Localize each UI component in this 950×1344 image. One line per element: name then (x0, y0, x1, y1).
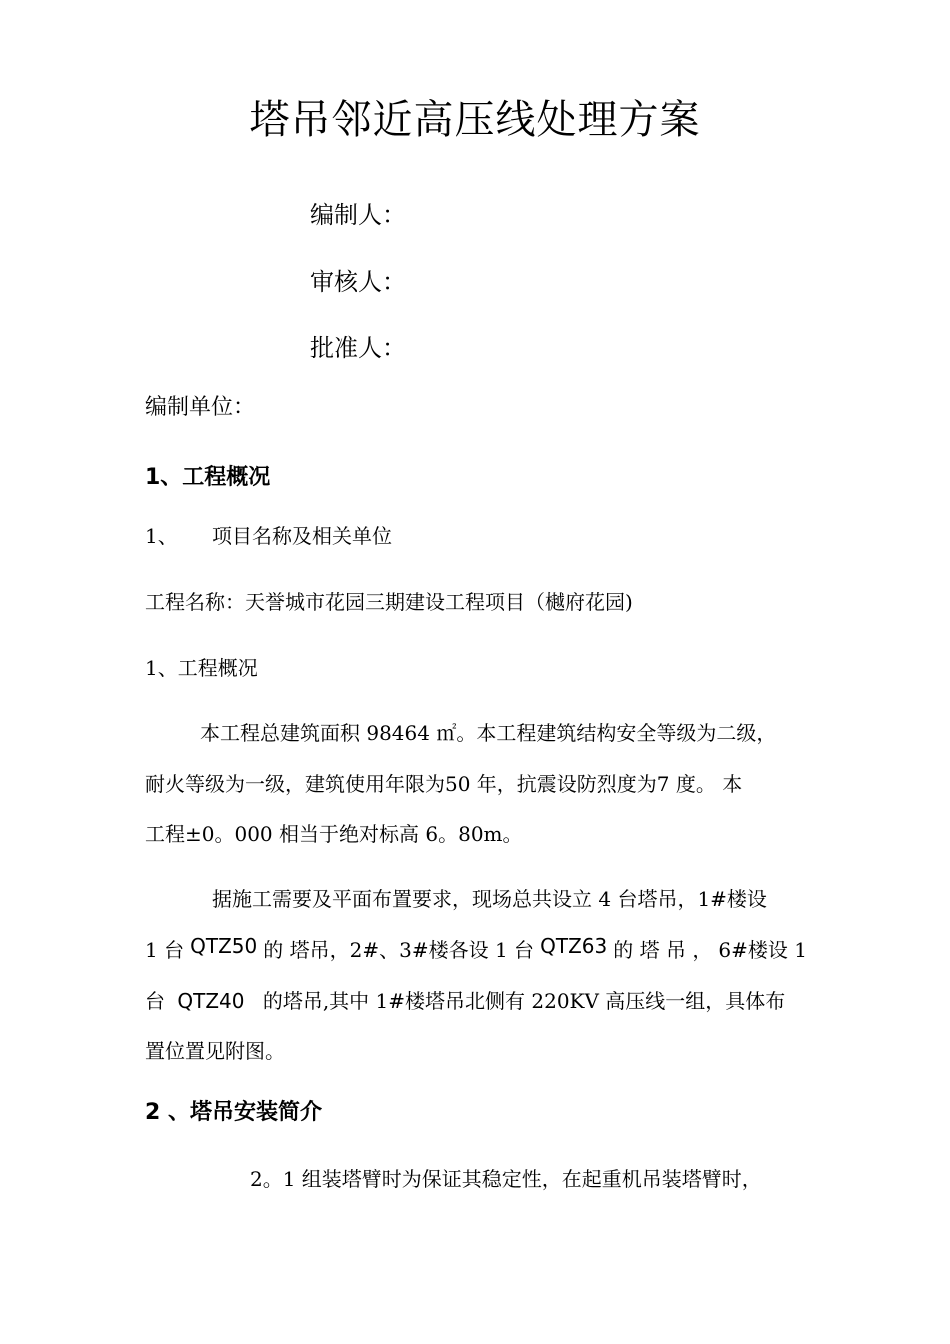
crane-model: QTZ63 (540, 934, 608, 958)
text-segment: 1 台 (145, 938, 185, 962)
text-segment: 6#楼设 1 (718, 938, 807, 962)
document-title: 塔吊邻近高压线处理方案 (249, 97, 701, 143)
paragraph-1-line-1: 本工程总建筑面积 98464 ㎡。本工程建筑结构安全等级为二级， (200, 721, 777, 745)
section-2-paragraph-line-1: 2。1 组装塔臂时为保证其稳定性，在起重机吊装塔臂时， (250, 1167, 762, 1191)
text-segment: 的塔吊,其中 1#楼塔吊北侧有 220KV 高压线一组，具体布 (262, 989, 786, 1013)
paragraph-2-line-3 (145, 985, 785, 1014)
compiling-unit-label: 编制单位： (145, 395, 256, 420)
paragraph-2-line-2 (145, 934, 807, 963)
paragraph-2-line-4: 置位置见附图。 (145, 1039, 285, 1063)
reviewer-label: 审核人： (310, 268, 406, 296)
section-2-heading: 2 、塔吊安装简介 (145, 1100, 322, 1125)
overview-label: 1、工程概况 (145, 656, 258, 680)
subsection-number: 1、 (145, 524, 178, 548)
paragraph-1-line-2: 耐火等级为一级，建筑使用年限为50 年，抗震设防烈度为7 度。 本 (145, 772, 743, 796)
crane-model: QTZ50 (190, 934, 258, 958)
text-segment: 台 (145, 989, 165, 1013)
crane-model: QTZ40 (177, 989, 245, 1013)
project-name: 工程名称：天誉城市花园三期建设工程项目（樾府花园) (145, 590, 633, 614)
section-1-heading: 1、工程概况 (145, 465, 271, 490)
subsection-title: 项目名称及相关单位 (212, 524, 392, 548)
approver-label: 批准人： (310, 334, 406, 362)
paragraph-2-line-1: 据施工需要及平面布置要求，现场总共设立 4 台塔吊，1#楼设 (212, 887, 767, 911)
paragraph-1-line-3: 工程±0。000 相当于绝对标高 6。80m。 (145, 822, 523, 846)
text-segment: 的 塔吊，2#、3#楼各设 1 台 (263, 938, 535, 962)
text-segment: 的 塔 吊 ， (613, 938, 713, 962)
editor-label: 编制人： (310, 201, 406, 229)
